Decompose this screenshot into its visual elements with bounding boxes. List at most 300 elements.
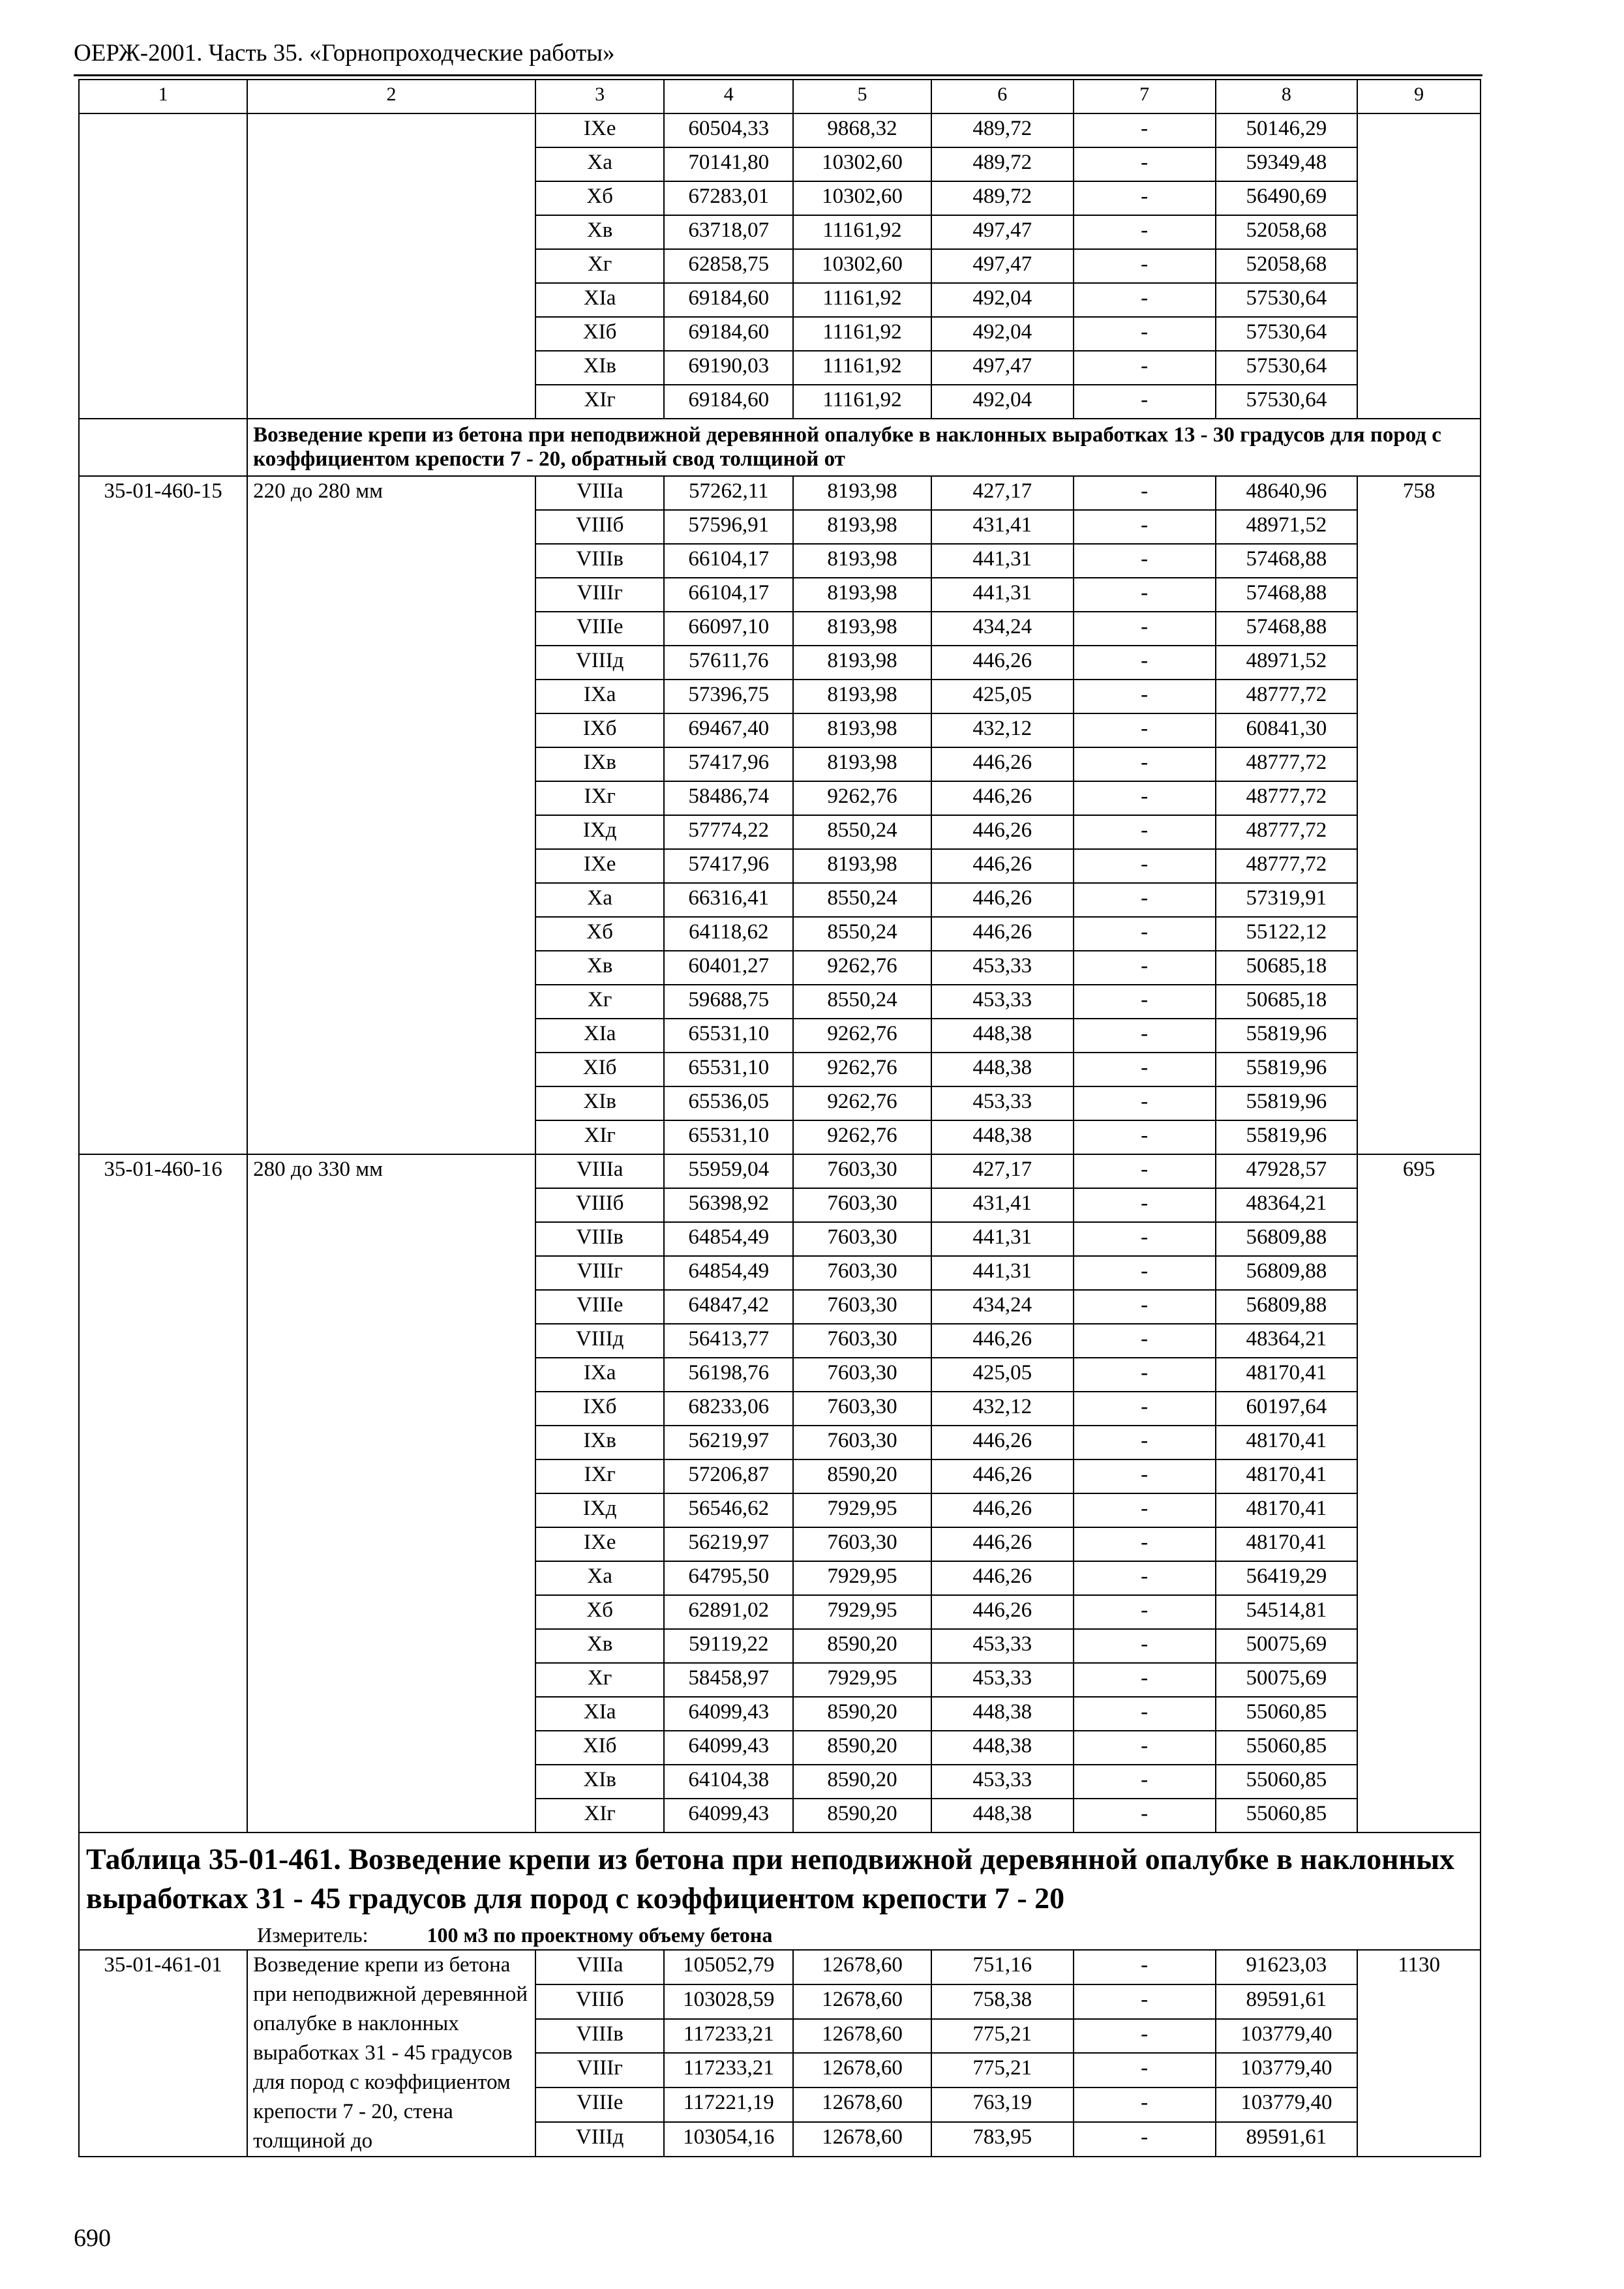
column-number-row	[79, 80, 1481, 113]
table-cell: 492,04	[931, 283, 1074, 317]
labor-cost: 695	[1357, 1154, 1481, 1833]
table-cell: 63718,07	[664, 215, 793, 249]
table-cell: 489,72	[931, 147, 1074, 181]
table-cell: VIIIв	[535, 2019, 665, 2054]
table-cell: 64099,43	[664, 1697, 793, 1731]
table-cell: IXв	[535, 747, 665, 781]
table-cell: -	[1074, 646, 1216, 680]
table-cell: -	[1074, 747, 1216, 781]
table-cell: 11161,92	[793, 317, 931, 351]
table-cell: 62891,02	[664, 1595, 793, 1629]
table-row	[79, 113, 1481, 147]
table-cell: 48777,72	[1216, 680, 1358, 713]
table-cell: -	[1074, 215, 1216, 249]
table-cell: 117233,21	[664, 2053, 793, 2087]
table-cell: 47928,57	[1216, 1154, 1358, 1188]
table-row	[79, 1154, 1481, 1188]
table-cell: 48170,41	[1216, 1493, 1358, 1527]
table-cell: 7603,30	[793, 1222, 931, 1256]
table-cell: 48640,96	[1216, 476, 1358, 510]
table-cell: 446,26	[931, 1595, 1074, 1629]
table-cell: 103054,16	[664, 2122, 793, 2157]
table-cell: 57596,91	[664, 510, 793, 544]
table-cell: -	[1074, 1019, 1216, 1053]
table-cell: 8590,20	[793, 1765, 931, 1799]
table-cell: 446,26	[931, 1324, 1074, 1358]
table-cell: 446,26	[931, 815, 1074, 849]
table-cell: 55959,04	[664, 1154, 793, 1188]
table-cell: 55819,96	[1216, 1053, 1358, 1086]
section-heading: Возведение крепи из бетона при неподвижной деревянной опалубке в наклонных выработках 13 - 30 градусов для пород с коэффициентом крепости 7 - 20, обратный свод толщиной от	[247, 419, 1481, 476]
table-cell: 57468,88	[1216, 578, 1358, 612]
table-cell: 69184,60	[664, 385, 793, 419]
table-cell: Xa	[535, 883, 665, 917]
table-cell: 448,38	[931, 1799, 1074, 1833]
work-description: 280 до 330 мм	[247, 1154, 535, 1833]
table-cell: 50075,69	[1216, 1629, 1358, 1663]
table-cell: -	[1074, 2122, 1216, 2157]
table-cell: 52058,68	[1216, 215, 1358, 249]
table-cell: 57468,88	[1216, 544, 1358, 578]
table-cell: 57468,88	[1216, 612, 1358, 646]
table-cell: 492,04	[931, 385, 1074, 419]
table-cell: -	[1074, 1324, 1216, 1358]
table-cell: IXд	[535, 1493, 665, 1527]
table-cell: 7929,95	[793, 1493, 931, 1527]
table-cell: 48170,41	[1216, 1358, 1358, 1392]
table-cell: 489,72	[931, 181, 1074, 215]
table-cell: -	[1074, 317, 1216, 351]
table-cell: 453,33	[931, 1629, 1074, 1663]
table-cell: Xг	[535, 249, 665, 283]
table-cell: VIIIд	[535, 1324, 665, 1358]
table-cell: 12678,60	[793, 1984, 931, 2019]
table-cell: IXe	[535, 1527, 665, 1561]
rate-code: 35-01-461-01	[79, 1950, 247, 2157]
table-cell: XIa	[535, 283, 665, 317]
table-cell: 48777,72	[1216, 747, 1358, 781]
table-cell: 11161,92	[793, 215, 931, 249]
table-cell: VIIIд	[535, 2122, 665, 2157]
table-cell: VIIIв	[535, 544, 665, 578]
table-cell: 60841,30	[1216, 713, 1358, 747]
work-description	[247, 113, 535, 419]
table-cell: 453,33	[931, 1086, 1074, 1120]
table-cell: -	[1074, 1426, 1216, 1459]
table-cell: -	[1074, 1154, 1216, 1188]
table-cell: 103779,40	[1216, 2053, 1358, 2087]
table-cell: 492,04	[931, 317, 1074, 351]
table-row	[79, 476, 1481, 510]
table-cell: 8550,24	[793, 985, 931, 1019]
measure-cell	[79, 1922, 1481, 1950]
table-cell: 446,26	[931, 747, 1074, 781]
table-cell: -	[1074, 1493, 1216, 1527]
table-cell: 446,26	[931, 917, 1074, 951]
table-cell: 117233,21	[664, 2019, 793, 2054]
table-cell: -	[1074, 1392, 1216, 1426]
table-cell: 497,47	[931, 249, 1074, 283]
table-cell: 12678,60	[793, 2053, 931, 2087]
table-cell: Xa	[535, 1561, 665, 1595]
rate-code	[79, 113, 247, 419]
table-cell: -	[1074, 1595, 1216, 1629]
table-cell: -	[1074, 1222, 1216, 1256]
table-cell: XIг	[535, 1120, 665, 1154]
table-cell: 62858,75	[664, 249, 793, 283]
table-cell: -	[1074, 1765, 1216, 1799]
table-cell: Xб	[535, 917, 665, 951]
table-cell: IXe	[535, 849, 665, 883]
table-cell: 431,41	[931, 1188, 1074, 1222]
table-cell: 55060,85	[1216, 1799, 1358, 1833]
table-cell: -	[1074, 578, 1216, 612]
work-description: 220 до 280 мм	[247, 476, 535, 1154]
table-cell: -	[1074, 1663, 1216, 1697]
table-cell: 103779,40	[1216, 2019, 1358, 2054]
table-cell: 64795,50	[664, 1561, 793, 1595]
table-cell: 427,17	[931, 476, 1074, 510]
table-cell: 425,05	[931, 1358, 1074, 1392]
rate-code: 35-01-460-16	[79, 1154, 247, 1833]
table-cell: 453,33	[931, 1663, 1074, 1697]
table-cell: 8193,98	[793, 578, 931, 612]
column-number: 8	[1216, 80, 1358, 113]
table-cell: 446,26	[931, 883, 1074, 917]
table-cell: 60504,33	[664, 113, 793, 147]
table-cell: 441,31	[931, 544, 1074, 578]
table-cell: 48971,52	[1216, 646, 1358, 680]
section-spacer	[79, 419, 247, 476]
table-cell: 9262,76	[793, 1086, 931, 1120]
table-cell: -	[1074, 1358, 1216, 1392]
table-cell: -	[1074, 510, 1216, 544]
table-cell: 7929,95	[793, 1663, 931, 1697]
table-cell: IXв	[535, 1426, 665, 1459]
table-cell: -	[1074, 1799, 1216, 1833]
column-number: 6	[931, 80, 1074, 113]
table-cell: 8590,20	[793, 1731, 931, 1765]
table-cell: Xa	[535, 147, 665, 181]
table-cell: IXд	[535, 815, 665, 849]
table-cell: XIв	[535, 1765, 665, 1799]
table-cell: 7929,95	[793, 1595, 931, 1629]
table-cell: 434,24	[931, 1290, 1074, 1324]
table-cell: 9868,32	[793, 113, 931, 147]
table-cell: 7603,30	[793, 1290, 931, 1324]
table-cell: 7603,30	[793, 1527, 931, 1561]
table-cell: -	[1074, 849, 1216, 883]
table-cell: 446,26	[931, 1527, 1074, 1561]
table-cell: 50685,18	[1216, 951, 1358, 985]
table-cell: -	[1074, 385, 1216, 419]
table-cell: -	[1074, 917, 1216, 951]
table-cell: 57262,11	[664, 476, 793, 510]
table-cell: 56546,62	[664, 1493, 793, 1527]
table-cell: -	[1074, 249, 1216, 283]
table-cell: 8590,20	[793, 1799, 931, 1833]
table-cell: 56198,76	[664, 1358, 793, 1392]
table-cell: IXa	[535, 680, 665, 713]
table-cell: 103028,59	[664, 1984, 793, 2019]
table-cell: 57530,64	[1216, 385, 1358, 419]
table-cell: 7603,30	[793, 1324, 931, 1358]
table-cell: 66316,41	[664, 883, 793, 917]
table-cell: -	[1074, 544, 1216, 578]
table-cell: 91623,03	[1216, 1950, 1358, 1984]
table-cell: 8590,20	[793, 1629, 931, 1663]
table-cell: 67283,01	[664, 181, 793, 215]
table-cell: 441,31	[931, 1256, 1074, 1290]
table-cell: 9262,76	[793, 781, 931, 815]
table-cell: 11161,92	[793, 283, 931, 317]
column-number: 1	[79, 80, 247, 113]
table-cell: 446,26	[931, 1493, 1074, 1527]
table-cell: -	[1074, 2053, 1216, 2087]
table-cell: 448,38	[931, 1697, 1074, 1731]
table-cell: 55060,85	[1216, 1765, 1358, 1799]
table-cell: 57417,96	[664, 849, 793, 883]
measure-label: Измеритель:	[257, 1923, 368, 1947]
page-number: 690	[74, 2224, 111, 2252]
table-cell: 434,24	[931, 612, 1074, 646]
table-cell: 50146,29	[1216, 113, 1358, 147]
table-cell: VIIIб	[535, 1188, 665, 1222]
table-cell: 56219,97	[664, 1426, 793, 1459]
table-cell: 57530,64	[1216, 351, 1358, 385]
table-cell: 8550,24	[793, 815, 931, 849]
table-cell: 783,95	[931, 2122, 1074, 2157]
table-cell: 7603,30	[793, 1426, 931, 1459]
table-cell: 441,31	[931, 578, 1074, 612]
table-cell: -	[1074, 680, 1216, 713]
column-number: 3	[535, 80, 665, 113]
table-cell: 12678,60	[793, 2122, 931, 2157]
table-cell: -	[1074, 883, 1216, 917]
table-cell: 64099,43	[664, 1731, 793, 1765]
table-cell: 448,38	[931, 1731, 1074, 1765]
table-cell: 57396,75	[664, 680, 793, 713]
table-title: Таблица 35-01-461. Возведение крепи из бетона при неподвижной деревянной опалубке в наклонных выработках 31 - 45 градусов для пород с коэффициентом крепости 7 - 20	[79, 1833, 1481, 1922]
table-cell: 8193,98	[793, 849, 931, 883]
table-cell: 69184,60	[664, 317, 793, 351]
table-cell: 446,26	[931, 1459, 1074, 1493]
table-cell: 497,47	[931, 351, 1074, 385]
table-cell: IXг	[535, 1459, 665, 1493]
table-cell: 7603,30	[793, 1392, 931, 1426]
table-cell: IXг	[535, 781, 665, 815]
table-cell: 57611,76	[664, 646, 793, 680]
table-cell: 57774,22	[664, 815, 793, 849]
table-cell: 8193,98	[793, 713, 931, 747]
table-cell: -	[1074, 1561, 1216, 1595]
table-cell: 105052,79	[664, 1950, 793, 1984]
table-cell: 55060,85	[1216, 1697, 1358, 1731]
table-cell: Xв	[535, 1629, 665, 1663]
table-cell: 425,05	[931, 680, 1074, 713]
table-cell: 751,16	[931, 1950, 1074, 1984]
table-cell: VIIIг	[535, 578, 665, 612]
labor-cost	[1357, 113, 1481, 419]
table-cell: 56809,88	[1216, 1222, 1358, 1256]
table-cell: 70141,80	[664, 147, 793, 181]
table-cell: 60197,64	[1216, 1392, 1358, 1426]
column-number: 2	[247, 80, 535, 113]
table-cell: 59119,22	[664, 1629, 793, 1663]
table-cell: 56419,29	[1216, 1561, 1358, 1595]
table-cell: 59349,48	[1216, 147, 1358, 181]
table-cell: -	[1074, 1120, 1216, 1154]
table-cell: 66104,17	[664, 544, 793, 578]
labor-cost: 1130	[1357, 1950, 1481, 2157]
table-cell: 54514,81	[1216, 1595, 1358, 1629]
table-cell: 497,47	[931, 215, 1074, 249]
table-title-row	[79, 1833, 1481, 1922]
table-cell: -	[1074, 1086, 1216, 1120]
table-cell: 7603,30	[793, 1358, 931, 1392]
table-cell: 55060,85	[1216, 1731, 1358, 1765]
table-cell: 56490,69	[1216, 181, 1358, 215]
table-cell: 446,26	[931, 1561, 1074, 1595]
table-cell: 69467,40	[664, 713, 793, 747]
table-cell: -	[1074, 1527, 1216, 1561]
table-cell: -	[1074, 1290, 1216, 1324]
table-cell: -	[1074, 476, 1216, 510]
table-cell: 8193,98	[793, 510, 931, 544]
table-cell: XIa	[535, 1697, 665, 1731]
table-cell: 56413,77	[664, 1324, 793, 1358]
table-cell: -	[1074, 147, 1216, 181]
table-cell: VIIIв	[535, 1222, 665, 1256]
table-cell: -	[1074, 1950, 1216, 1984]
table-cell: VIIIб	[535, 1984, 665, 2019]
table-cell: 55819,96	[1216, 1019, 1358, 1053]
table-cell: 48777,72	[1216, 849, 1358, 883]
table-cell: XIг	[535, 385, 665, 419]
table-cell: 10302,60	[793, 147, 931, 181]
table-cell: VIIIб	[535, 510, 665, 544]
section-heading-row	[79, 419, 1481, 476]
work-description: Возведение крепи из бетона при неподвижной деревянной опалубке в наклонных выработках 31 - 45 градусов для пород с коэффициентом крепости 7 - 20, стена толщиной до	[247, 1950, 535, 2157]
table-cell: 58486,74	[664, 781, 793, 815]
table-cell: 64099,43	[664, 1799, 793, 1833]
table-cell: 8193,98	[793, 646, 931, 680]
table-cell: 775,21	[931, 2019, 1074, 2054]
labor-cost: 758	[1357, 476, 1481, 1154]
table-cell: 8193,98	[793, 544, 931, 578]
table-cell: 446,26	[931, 646, 1074, 680]
table-cell: -	[1074, 283, 1216, 317]
table-cell: Xг	[535, 985, 665, 1019]
table-cell: -	[1074, 1053, 1216, 1086]
table-cell: 50075,69	[1216, 1663, 1358, 1697]
table-cell: VIIIe	[535, 2087, 665, 2122]
table-cell: 57417,96	[664, 747, 793, 781]
table-cell: 446,26	[931, 1426, 1074, 1459]
table-cell: 7603,30	[793, 1256, 931, 1290]
table-cell: XIг	[535, 1799, 665, 1833]
table-cell: -	[1074, 1697, 1216, 1731]
table-cell: IXб	[535, 713, 665, 747]
table-cell: Xб	[535, 181, 665, 215]
column-number: 5	[793, 80, 931, 113]
table-cell: VIIIe	[535, 1290, 665, 1324]
table-cell: 775,21	[931, 2053, 1074, 2087]
table-cell: 12678,60	[793, 2087, 931, 2122]
rates-table	[78, 79, 1481, 2157]
table-cell: IXб	[535, 1392, 665, 1426]
table-cell: 432,12	[931, 713, 1074, 747]
table-cell: -	[1074, 985, 1216, 1019]
table-cell: XIб	[535, 1053, 665, 1086]
table-cell: Xв	[535, 951, 665, 985]
table-cell: 8193,98	[793, 476, 931, 510]
table-cell: -	[1074, 951, 1216, 985]
table-cell: 453,33	[931, 951, 1074, 985]
table-cell: 65536,05	[664, 1086, 793, 1120]
table-cell: VIIIд	[535, 646, 665, 680]
table-cell: -	[1074, 815, 1216, 849]
table-cell: 7929,95	[793, 1561, 931, 1595]
table-cell: 48170,41	[1216, 1426, 1358, 1459]
table-cell: 57530,64	[1216, 283, 1358, 317]
table-cell: 489,72	[931, 113, 1074, 147]
table-cell: 69190,03	[664, 351, 793, 385]
table-cell: 55122,12	[1216, 917, 1358, 951]
table-cell: VIIIa	[535, 1154, 665, 1188]
table-cell: 12678,60	[793, 2019, 931, 2054]
table-cell: 64854,49	[664, 1222, 793, 1256]
table-cell: -	[1074, 781, 1216, 815]
table-cell: 10302,60	[793, 249, 931, 283]
table-cell: 57530,64	[1216, 317, 1358, 351]
table-cell: VIIIa	[535, 1950, 665, 1984]
table-cell: 55819,96	[1216, 1086, 1358, 1120]
table-cell: 64854,49	[664, 1256, 793, 1290]
table-cell: XIa	[535, 1019, 665, 1053]
table-cell: 68233,06	[664, 1392, 793, 1426]
table-cell: 57319,91	[1216, 883, 1358, 917]
table-cell: 89591,61	[1216, 1984, 1358, 2019]
table-cell: 12678,60	[793, 1950, 931, 1984]
table-cell: -	[1074, 1459, 1216, 1493]
table-row	[79, 1950, 1481, 1984]
table-cell: 58458,97	[664, 1663, 793, 1697]
table-cell: 448,38	[931, 1019, 1074, 1053]
table-cell: 8590,20	[793, 1459, 931, 1493]
column-number: 9	[1357, 80, 1481, 113]
table-cell: 56219,97	[664, 1527, 793, 1561]
table-cell: 11161,92	[793, 385, 931, 419]
table-cell: 763,19	[931, 2087, 1074, 2122]
table-cell: 52058,68	[1216, 249, 1358, 283]
table-cell: VIIIa	[535, 476, 665, 510]
table-cell: 8550,24	[793, 917, 931, 951]
table-cell: Xв	[535, 215, 665, 249]
table-cell: 427,17	[931, 1154, 1074, 1188]
table-cell: 69184,60	[664, 283, 793, 317]
measure-value: 100 м3 по проектному объему бетона	[427, 1923, 773, 1947]
table-cell: 57206,87	[664, 1459, 793, 1493]
table-cell: 431,41	[931, 510, 1074, 544]
table-cell: 65531,10	[664, 1120, 793, 1154]
table-cell: 66097,10	[664, 612, 793, 646]
running-header: ОЕРЖ-2001. Часть 35. «Горнопроходческие работы»	[74, 40, 615, 67]
table-cell: 117221,19	[664, 2087, 793, 2122]
table-cell: 8590,20	[793, 1697, 931, 1731]
table-cell: 48364,21	[1216, 1324, 1358, 1358]
table-cell: 64118,62	[664, 917, 793, 951]
